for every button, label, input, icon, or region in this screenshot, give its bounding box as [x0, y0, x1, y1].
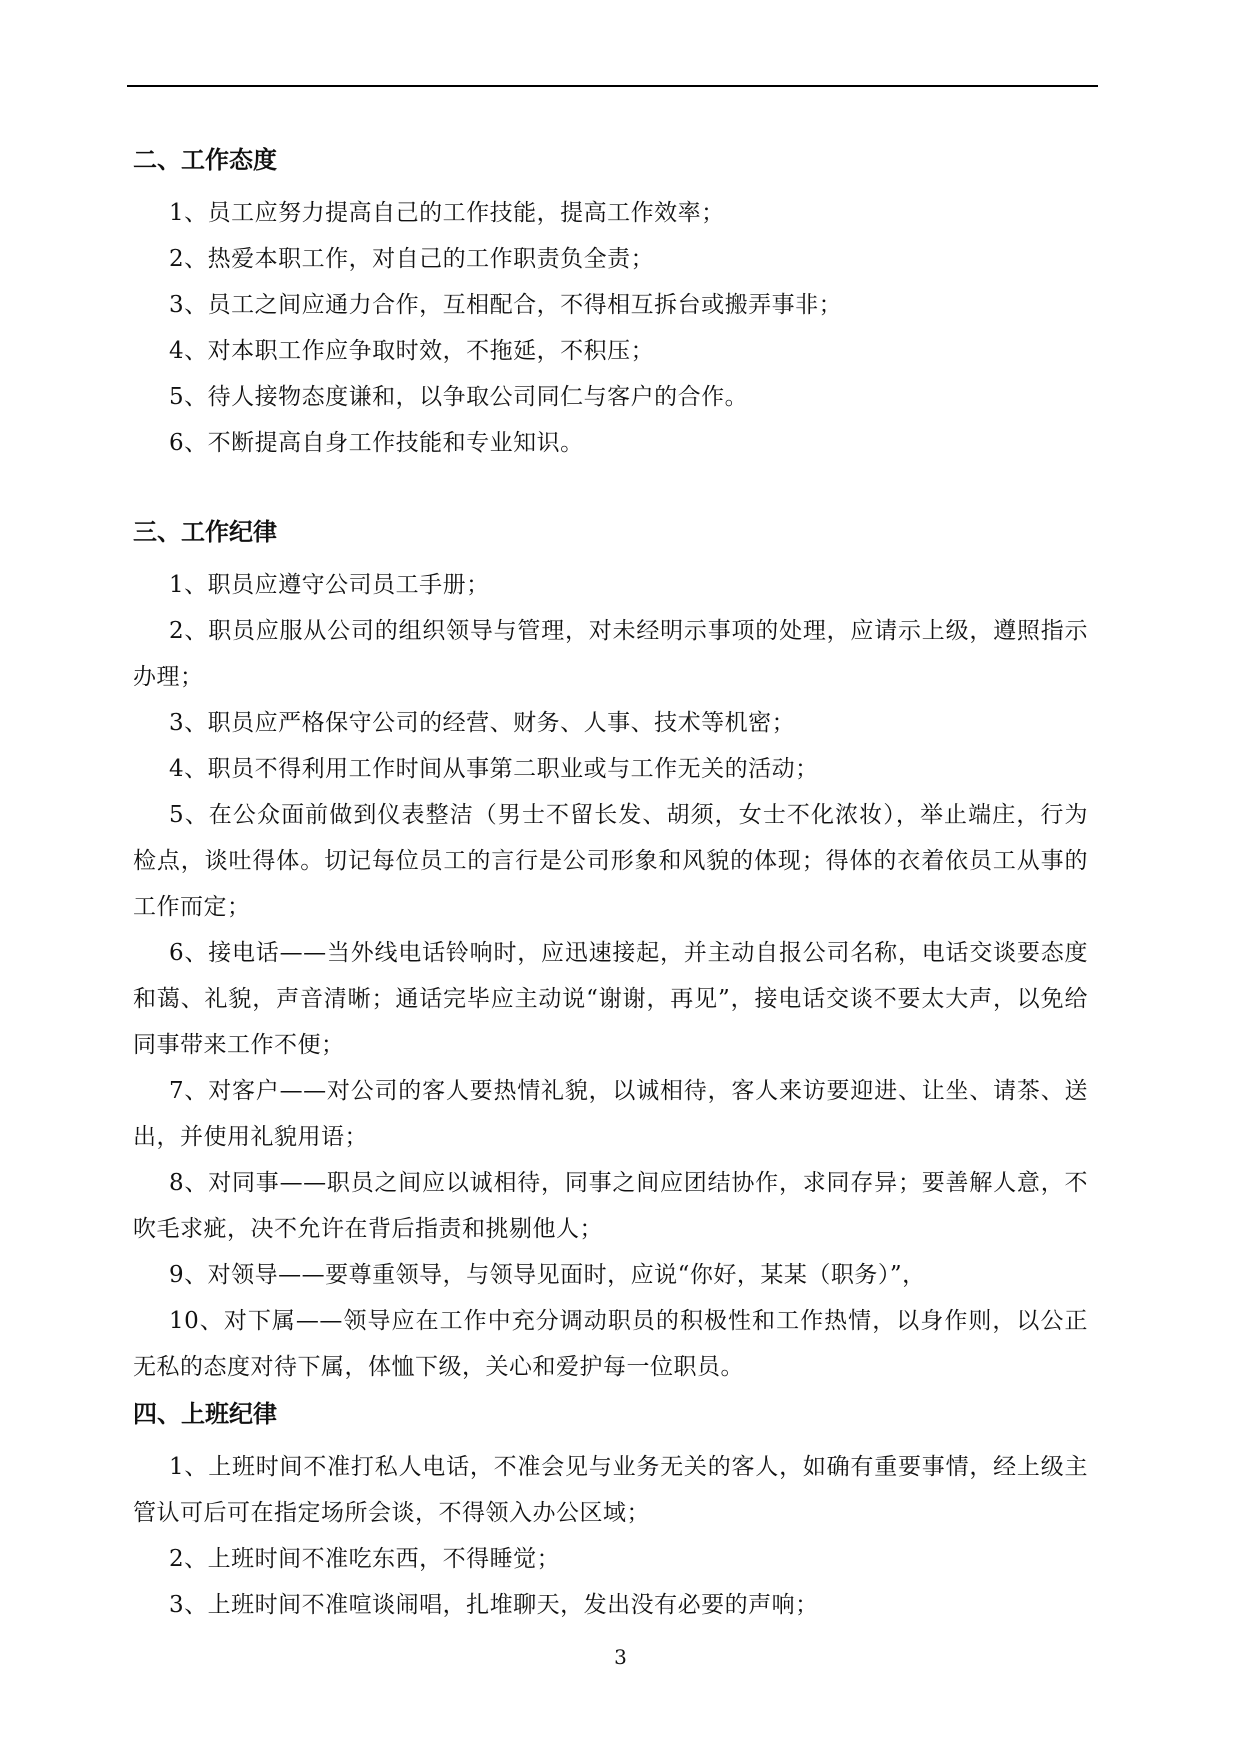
list-item: 1、员工应努力提高自己的工作技能，提高工作效率；	[169, 200, 725, 226]
section-heading-office-discipline: 四、上班纪律	[133, 1400, 277, 1428]
list-item: 1、职员应遵守公司员工手册；	[169, 572, 490, 598]
list-item: 3、员工之间应通力合作，互相配合，不得相互拆台或搬弄事非；	[169, 292, 843, 318]
list-item: 6、不断提高自身工作技能和专业知识。	[169, 430, 584, 456]
list-item: 9、对领导——要尊重领导，与领导见面时，应说“你好，某某（职务）”，	[169, 1262, 926, 1288]
list-item: 1、上班时间不准打私人电话，不准会见与业务无关的客人，如确有重要事情，经上级主管认可后可在指定场所会谈，不得领入办公区域；	[133, 1454, 1088, 1526]
list-item: 2、热爱本职工作，对自己的工作职责负全责；	[169, 246, 655, 272]
list-item: 2、上班时间不准吃东西，不得睡觉；	[169, 1546, 561, 1572]
page-number: 3	[614, 1645, 627, 1669]
list-item: 2、职员应服从公司的组织领导与管理，对未经明示事项的处理，应请示上级，遵照指示办理；	[133, 618, 1088, 690]
list-item: 3、上班时间不准喧谈闹唱，扎堆聊天，发出没有必要的声响；	[169, 1592, 819, 1618]
header-rule	[127, 85, 1098, 87]
list-item: 5、待人接物态度谦和，以争取公司同仁与客户的合作。	[169, 384, 749, 410]
list-item: 4、职员不得利用工作时间从事第二职业或与工作无关的活动；	[169, 756, 819, 782]
list-item: 7、对客户——对公司的客人要热情礼貌，以诚相待，客人来访要迎进、让坐、请茶、送出，并使用礼貌用语；	[133, 1078, 1088, 1150]
list-item: 4、对本职工作应争取时效，不拖延，不积压；	[169, 338, 655, 364]
list-item: 10、对下属——领导应在工作中充分调动职员的积极性和工作热情，以身作则，以公正无私的态度对待下属，体恤下级，关心和爱护每一位职员。	[133, 1308, 1088, 1380]
document-body	[133, 140, 1088, 1628]
section-heading-work-discipline: 三、工作纪律	[133, 518, 277, 546]
list-item: 8、对同事——职员之间应以诚相待，同事之间应团结协作，求同存异；要善解人意，不吹毛求疵，决不允许在背后指责和挑剔他人；	[133, 1170, 1088, 1242]
list-item: 3、职员应严格保守公司的经营、财务、人事、技术等机密；	[169, 710, 796, 736]
section-heading-work-attitude: 二、工作态度	[133, 146, 277, 174]
list-item: 5、在公众面前做到仪表整洁（男士不留长发、胡须，女士不化浓妆），举止端庄，行为检点，谈吐得体。切记每位员工的言行是公司形象和风貌的体现；得体的衣着依员工从事的工作而定；	[133, 802, 1088, 920]
list-item: 6、接电话——当外线电话铃响时，应迅速接起，并主动自报公司名称，电话交谈要态度和蔼、礼貌，声音清晰；通话完毕应主动说“谢谢，再见”，接电话交谈不要太大声，以免给同事带来工作不便；	[133, 940, 1088, 1058]
